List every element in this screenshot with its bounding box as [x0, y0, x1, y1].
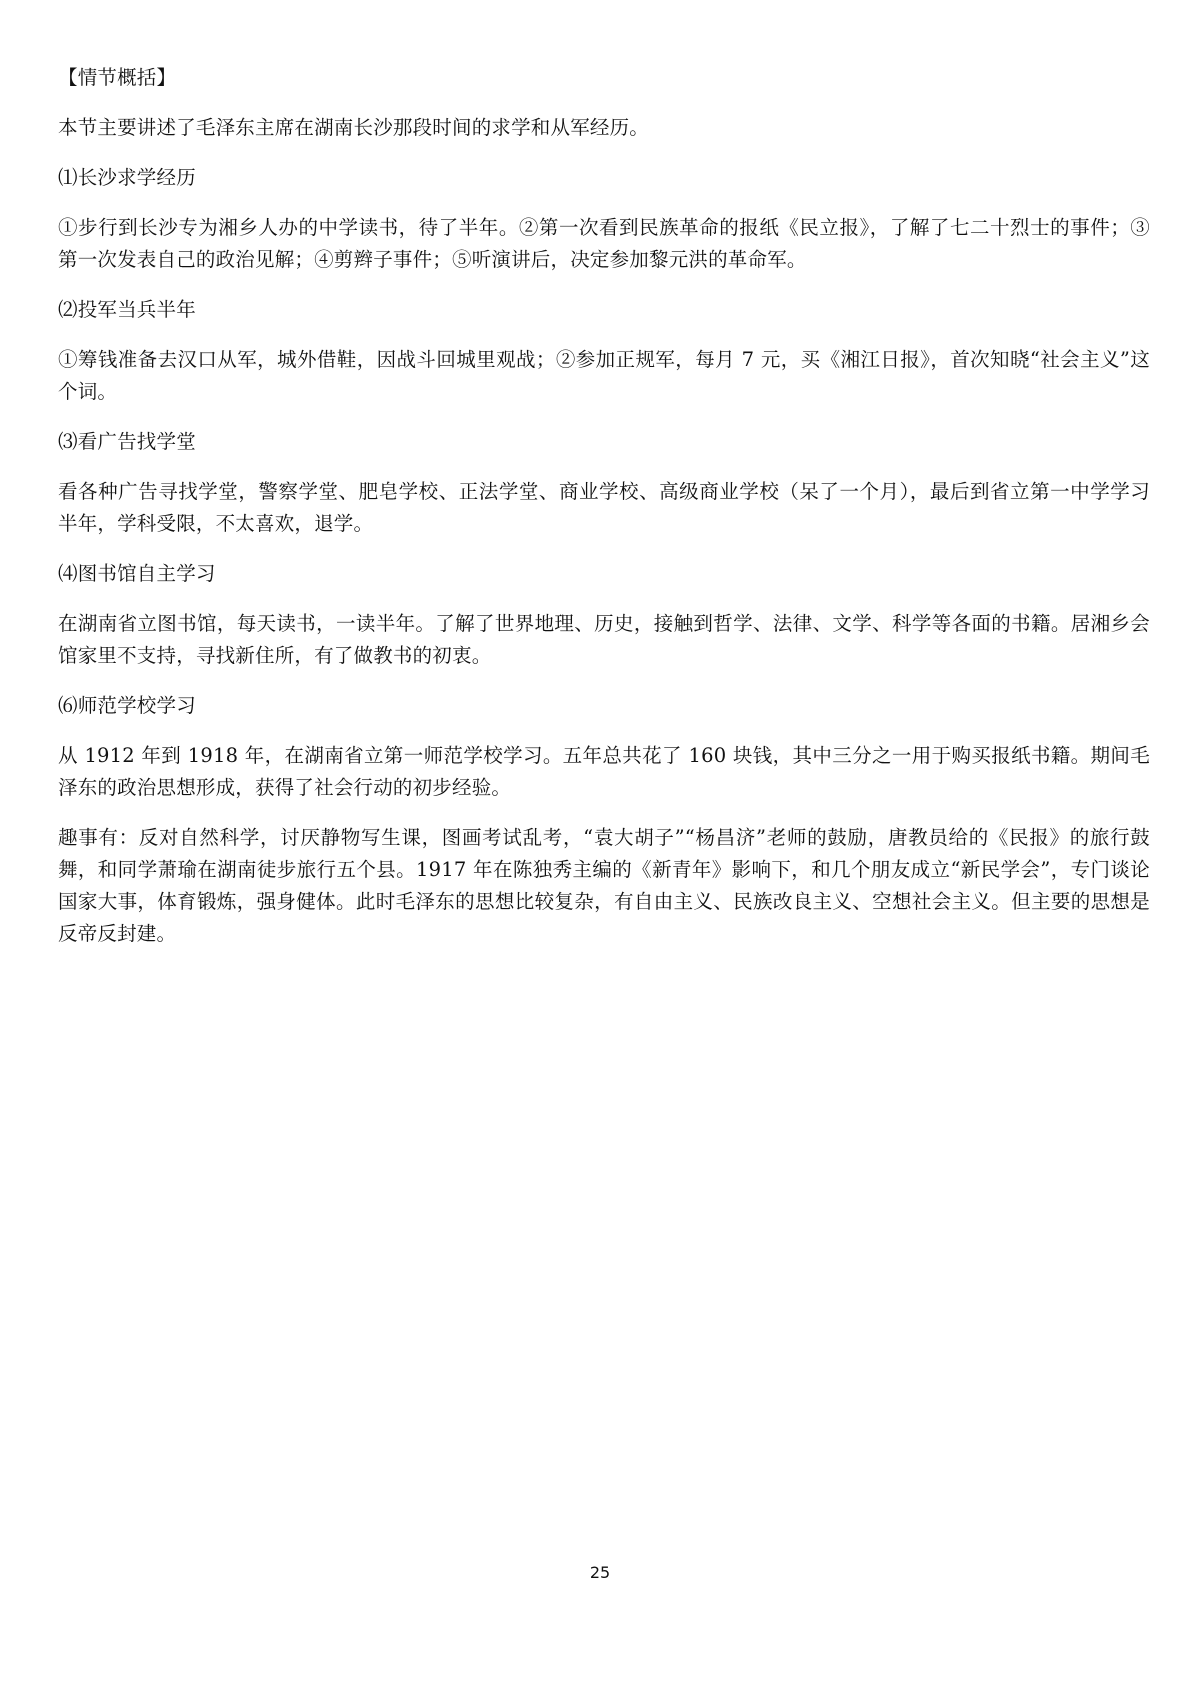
section-heading-3: ⑶看广告找学堂 [58, 430, 196, 453]
section-heading-4: ⑷图书馆自主学习 [58, 562, 216, 585]
section-body-3: 看各种广告寻找学堂，警察学堂、肥皂学校、正法学堂、商业学校、高级商业学校（呆了一个月），最后到省立第一中学学习半年，学科受限，不太喜欢，退学。 [58, 480, 1150, 535]
intro-paragraph: 本节主要讲述了毛泽东主席在湖南长沙那段时间的求学和从军经历。 [58, 116, 650, 139]
section-body-6: 从 1912 年到 1918 年，在湖南省立第一师范学校学习。五年总共花了 160 块钱，其中三分之一用于购买报纸书籍。期间毛泽东的政治思想形成，获得了社会行动的初步经验。 [58, 744, 1150, 799]
document-page [58, 62, 1150, 968]
section-heading-2: ⑵投军当兵半年 [58, 298, 196, 321]
page-number: 25 [589, 1563, 611, 1582]
section-heading-1: ⑴长沙求学经历 [58, 166, 196, 189]
section-heading-6: ⑹师范学校学习 [58, 694, 196, 717]
section-body-4: 在湖南省立图书馆，每天读书，一读半年。了解了世界地理、历史，接触到哲学、法律、文学、科学等各面的书籍。居湘乡会馆家里不支持，寻找新住所，有了做教书的初衷。 [58, 612, 1150, 667]
fun-facts-paragraph: 趣事有：反对自然科学，讨厌静物写生课，图画考试乱考，“袁大胡子”“杨昌济”老师的鼓励，唐教员给的《民报》的旅行鼓舞，和同学萧瑜在湖南徒步旅行五个县。1917 年在陈独秀主编的《新青年》影响下，和几个朋友成立“新民学会”，专门谈论国家大事，体育锻炼，强身健体。此时毛泽东的思想比较复杂，有自由主义、民族改良主义、空想社会主义。但主要的思想是反帝反封建。 [58, 826, 1150, 945]
section-title: 【情节概括】 [58, 66, 177, 89]
section-body-2: ①筹钱准备去汉口从军，城外借鞋，因战斗回城里观战；②参加正规军，每月 7 元，买《湘江日报》，首次知晓“社会主义”这个词。 [58, 348, 1150, 403]
section-body-1: ①步行到长沙专为湘乡人办的中学读书，待了半年。②第一次看到民族革命的报纸《民立报》，了解了七二十烈士的事件；③第一次发表自己的政治见解；④剪辫子事件；⑤听演讲后，决定参加黎元洪的革命军。 [58, 216, 1150, 271]
